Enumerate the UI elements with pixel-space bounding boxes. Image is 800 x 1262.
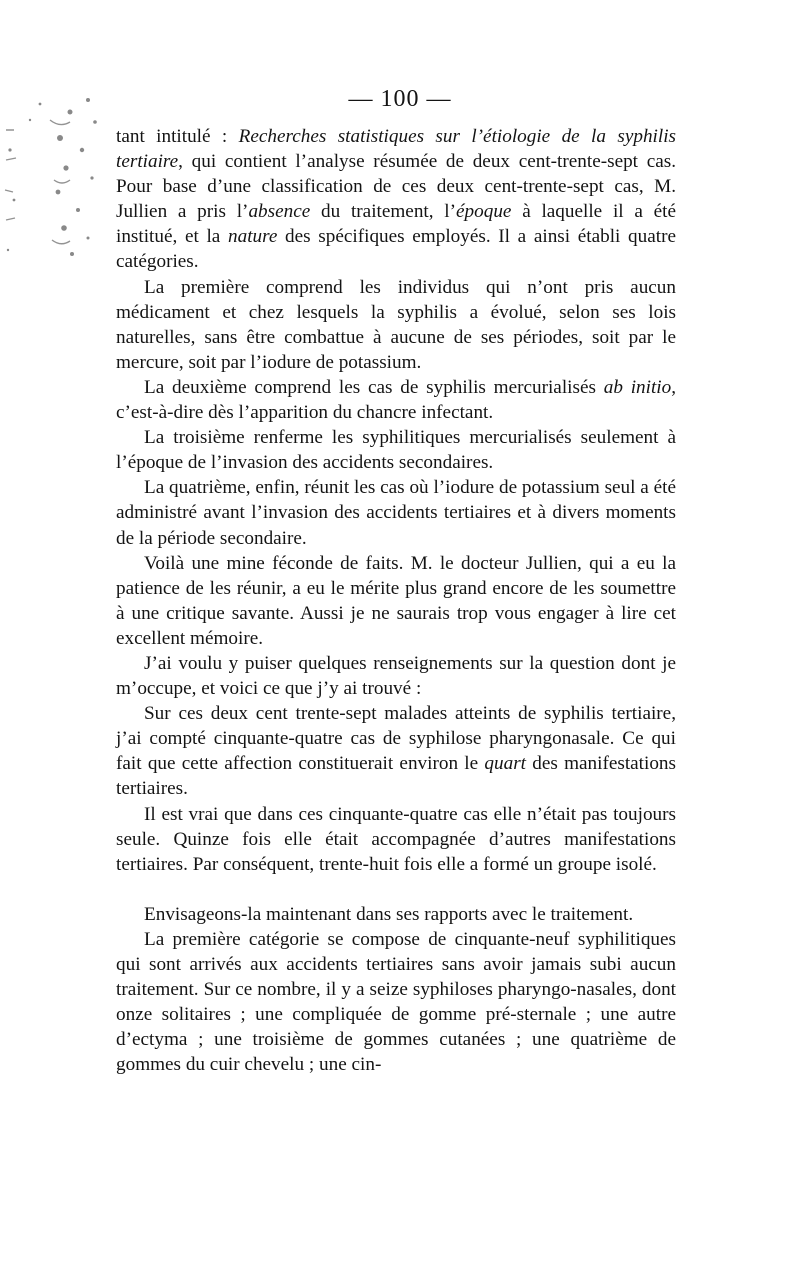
text-run: des spécifiques employés. Il a ainsi établi quatre catégories. <box>116 226 676 273</box>
italic-text: absence <box>248 201 311 223</box>
text-run: tant intitulé : <box>116 126 239 147</box>
paragraph <box>116 701 676 801</box>
italic-text: Recherches statistiques sur l’étiologie de la syphilis tertiaire <box>116 126 676 173</box>
text-run: Envisageons-la maintenant dans ses rapports avec le traitement. <box>144 903 634 925</box>
text-run: La quatrième, enfin, réunit les cas où l’iodure de potassium seul a été administré avant l’invasion des accidents tertiaires et à divers moments de la période secondaire. <box>116 477 676 549</box>
paragraph <box>116 902 676 927</box>
italic-text: quart <box>484 753 526 775</box>
paragraph <box>116 475 676 550</box>
text-run: La première catégorie se compose de cinquante-neuf syphilitiques qui sont arrivés aux accidents tertiaires sans avoir jamais subi aucun traitement. Sur ce nombre, il y a seize syphiloses pharyngo-nasales, dont onze solitaires ; une compliquée de gomme pré-sternale ; une autre d’ectyma ; une troisième de gommes cutanées ; une quatrième de gommes du cuir chevelu ; une cin- <box>116 928 676 1076</box>
text-run: , qui contient l’analyse résumée de deux cent-trente-sept cas. Pour base d’une classification de ces deux cent-trente-sept cas, M. Jullien a pris l’ <box>116 151 676 223</box>
italic-text: ab initio <box>603 376 672 398</box>
text-run: Il est vrai que dans ces cinquante-quatre cas elle n’était pas toujours seule. Quinze fois elle était accompagnée d’autres manifestations tertiaires. Par conséquent, trente-huit fois elle a formé un groupe isolé. <box>116 803 676 875</box>
body-text <box>116 124 676 1077</box>
text-run: à laquelle il a été institué, et la <box>116 201 676 248</box>
paragraph <box>116 425 676 475</box>
paragraph <box>116 551 676 651</box>
text-run: du traitement, l’ <box>310 201 457 223</box>
paragraph <box>116 124 676 275</box>
italic-text: époque <box>456 201 512 223</box>
page-number: — 100 — <box>348 86 452 112</box>
text-run: La deuxième comprend les cas de syphilis mercurialisés <box>144 376 604 398</box>
text-run: Sur ces deux cent trente-sept malades atteints de syphilis tertiaire, j’ai compté cinquante-quatre cas de syphilose pharyngonasale. Ce qui fait que cette affection constituerait environ le <box>116 703 676 775</box>
text-run: J’ai voulu y puiser quelques renseignements sur la question dont je m’occupe, et voici ce que j’y ai trouvé : <box>116 652 676 700</box>
text-run: La troisième renferme les syphilitiques mercurialisés seulement à l’époque de l’invasion des accidents secondaires. <box>116 427 676 474</box>
paragraph <box>116 802 676 877</box>
text-run: Voilà une mine féconde de faits. M. le docteur Jullien, qui a eu la patience de les réunir, a eu le mérite plus grand encore de les soumettre à une critique savante. Aussi je ne saurais trop vous engager à lire cet excellent mémoire. <box>116 552 676 649</box>
paragraph <box>116 275 676 375</box>
paragraph <box>116 375 676 425</box>
text-run: La première comprend les individus qui n’ont pris aucun médicament et chez lesquels la syphilis a évolué, selon ses lois naturelles, sans être combattue à aucune de ses périodes, soit par le mercure, soit par l’iodure de potassium. <box>116 276 676 373</box>
paragraph <box>116 651 676 701</box>
italic-text: nature <box>228 226 278 248</box>
paragraph <box>116 927 676 1078</box>
text-run: des manifestations tertiaires. <box>116 753 676 800</box>
text-run: , c’est-à-dire dès l’apparition du chancre infectant. <box>116 376 676 424</box>
